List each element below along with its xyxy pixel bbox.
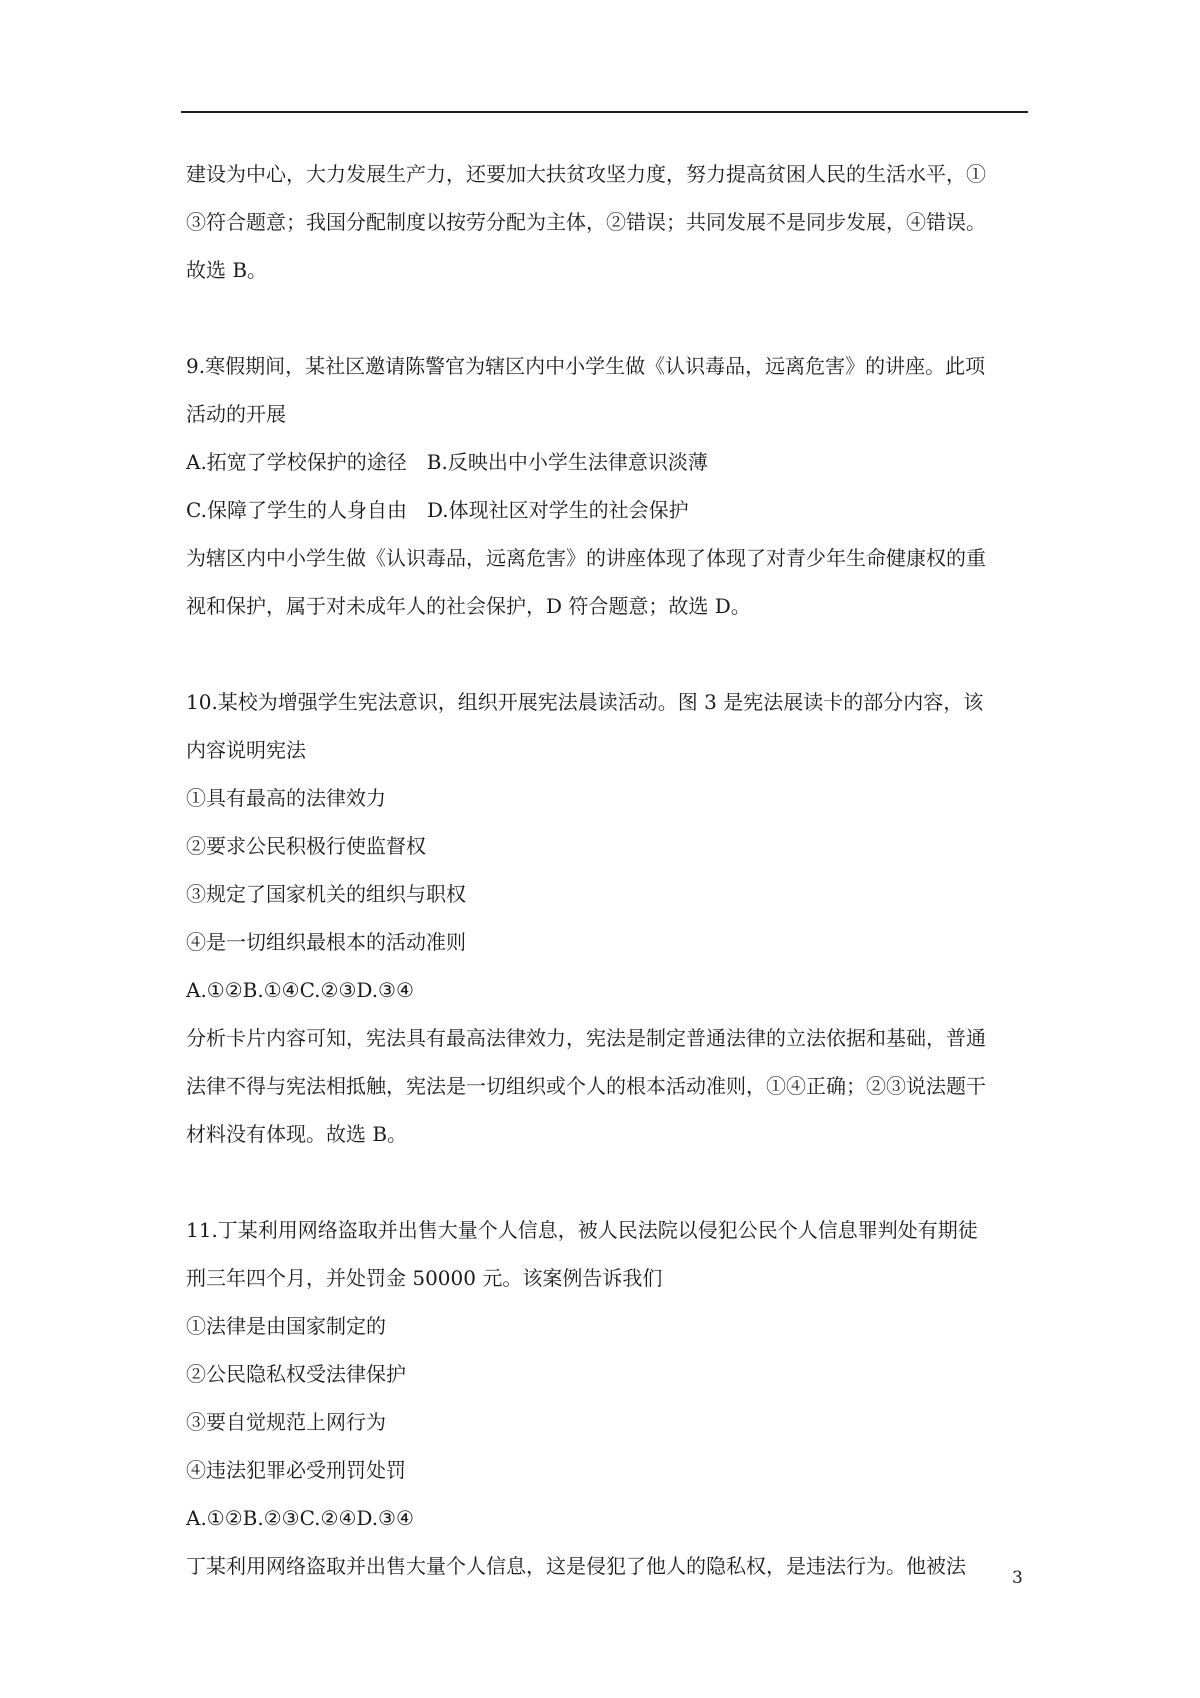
- analysis-line: 材料没有体现。故选 B。: [186, 1122, 408, 1146]
- question-item: ①法律是由国家制定的: [186, 1314, 386, 1338]
- question-item: ②要求公民积极行使监督权: [186, 834, 426, 858]
- question-stem: 10.某校为增强学生宪法意识，组织开展宪法晨读活动。图 3 是宪法展读卡的部分内容，该: [186, 690, 984, 714]
- analysis-line: 故选 B。: [186, 258, 268, 282]
- question-stem: 刑三年四个月，并处罚金 50000 元。该案例告诉我们: [186, 1266, 663, 1290]
- question-10: [186, 678, 1028, 1158]
- question-options: A.①②B.②③C.②④D.③④: [186, 1506, 414, 1530]
- question-stem: 11.丁某利用网络盗取并出售大量个人信息，被人民法院以侵犯公民个人信息罪判处有期徒: [186, 1218, 978, 1242]
- question-item: ③要自觉规范上网行为: [186, 1410, 386, 1434]
- analysis-line: 建设为中心，大力发展生产力，还要加大扶贫攻坚力度，努力提高贫困人民的生活水平，①: [186, 162, 986, 186]
- spacer: [186, 1158, 1028, 1206]
- header-rule: [181, 111, 1028, 113]
- analysis-line: 为辖区内中小学生做《认识毒品，远离危害》的讲座体现了体现了对青少年生命健康权的重: [186, 546, 986, 570]
- question-item: ④是一切组织最根本的活动准则: [186, 930, 466, 954]
- question-stem: 内容说明宪法: [186, 738, 306, 762]
- question-item: ①具有最高的法律效力: [186, 786, 386, 810]
- analysis-line: 法律不得与宪法相抵触，宪法是一切组织或个人的根本活动准则，①④正确；②③说法题干: [186, 1074, 986, 1098]
- document-body: [186, 150, 1028, 1590]
- question-options: A.拓宽了学校保护的途径 B.反映出中小学生法律意识淡薄: [186, 450, 708, 474]
- question-item: ③规定了国家机关的组织与职权: [186, 882, 466, 906]
- question-options: A.①②B.①④C.②③D.③④: [186, 978, 414, 1002]
- spacer: [186, 630, 1028, 678]
- question-9: [186, 342, 1028, 630]
- question-11: [186, 1206, 1028, 1590]
- question-stem: 活动的开展: [186, 402, 286, 426]
- analysis-line: 丁某利用网络盗取并出售大量个人信息，这是侵犯了他人的隐私权，是违法行为。他被法: [186, 1554, 966, 1578]
- spacer: [186, 294, 1028, 342]
- question-stem: 9.寒假期间，某社区邀请陈警官为辖区内中小学生做《认识毒品，远离危害》的讲座。此项: [186, 354, 986, 378]
- question-options: C.保障了学生的人身自由 D.体现社区对学生的社会保护: [186, 498, 689, 522]
- page-number: 3: [1012, 1568, 1023, 1588]
- question-item: ④违法犯罪必受刑罚处罚: [186, 1458, 406, 1482]
- analysis-line: 视和保护，属于对未成年人的社会保护，D 符合题意；故选 D。: [186, 594, 751, 618]
- question-item: ②公民隐私权受法律保护: [186, 1362, 406, 1386]
- analysis-line: 分析卡片内容可知，宪法具有最高法律效力，宪法是制定普通法律的立法依据和基础，普通: [186, 1026, 986, 1050]
- analysis-line: ③符合题意；我国分配制度以按劳分配为主体，②错误；共同发展不是同步发展，④错误。: [186, 210, 986, 234]
- previous-question-analysis: [186, 150, 1028, 294]
